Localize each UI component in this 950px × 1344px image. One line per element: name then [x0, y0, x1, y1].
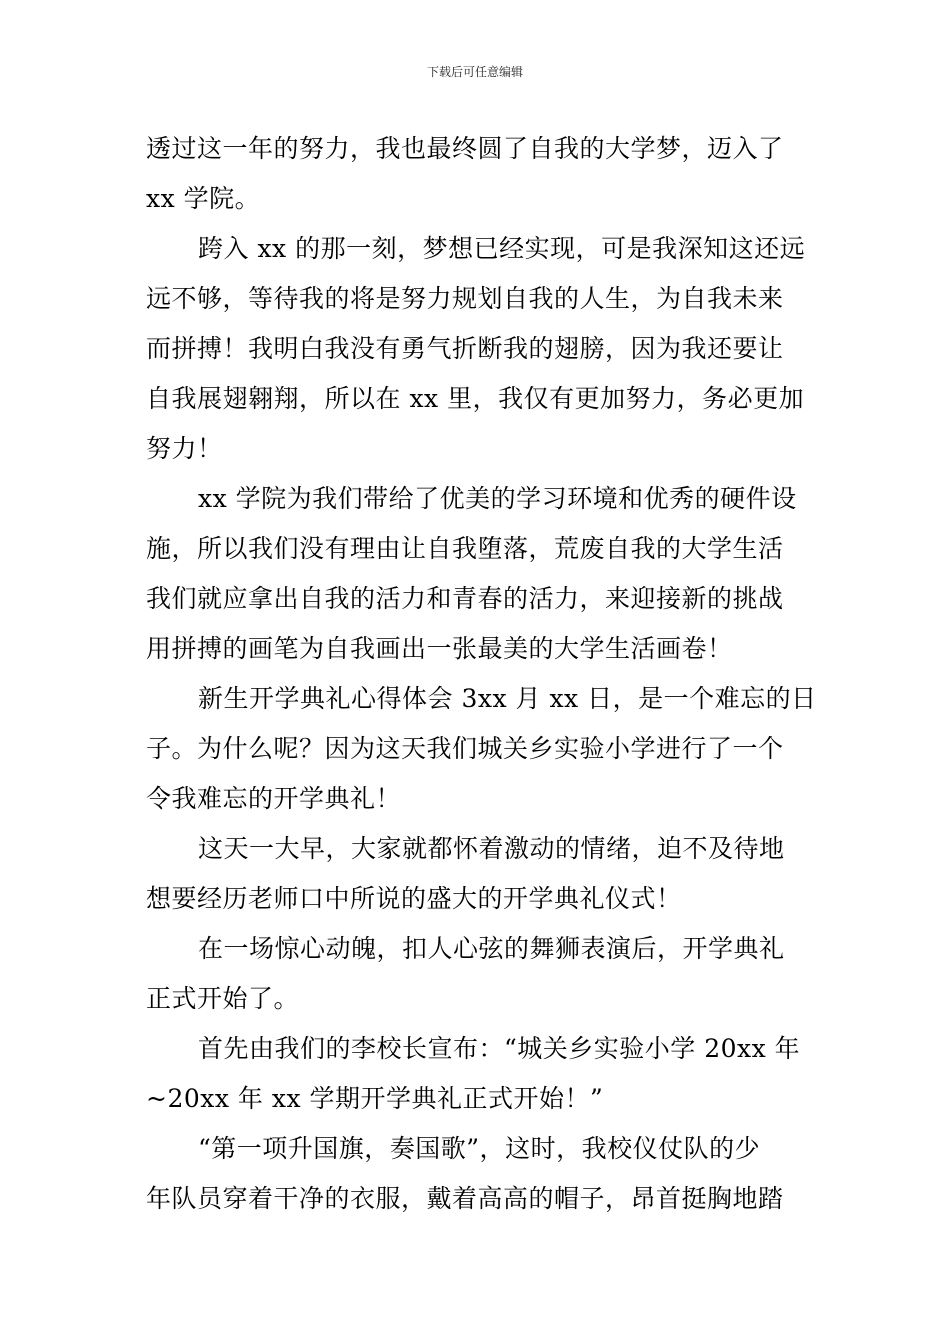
text-line: ~20xx 年 xx 学期开学典礼正式开始！”	[146, 1084, 604, 1113]
text-line: “第一项升国旗，奏国歌”，这时，我校仪仗队的少	[198, 1134, 761, 1163]
text-line: 子。为什么呢？因为这天我们城关乡实验小学进行了一个	[146, 734, 784, 763]
document-body	[146, 124, 817, 1224]
text-line: 而拼搏！我明白我没有勇气折断我的翅膀，因为我还要让	[146, 334, 784, 363]
text-line: 跨入 xx 的那一刻，梦想已经实现，可是我深知这还远	[198, 234, 806, 263]
text-line: 这天一大早，大家就都怀着激动的情绪，迫不及待地	[198, 834, 785, 863]
text-line: 令我难忘的开学典礼！	[146, 784, 402, 813]
text-line: 在一场惊心动魄，扣人心弦的舞狮表演后，开学典礼	[198, 934, 785, 963]
text-line: xx 学院为我们带给了优美的学习环境和优秀的硬件设	[198, 484, 797, 513]
text-line: 透过这一年的努力，我也最终圆了自我的大学梦，迈入了	[146, 134, 784, 163]
text-line: 施，所以我们没有理由让自我堕落，荒废自我的大学生活	[146, 534, 784, 563]
text-line: 自我展翅翱翔，所以在 xx 里，我仅有更加努力，务必更加	[146, 384, 805, 413]
text-line: 用拼搏的画笔为自我画出一张最美的大学生活画卷！	[146, 634, 733, 663]
text-line: 正式开始了。	[146, 984, 300, 1013]
text-line: 首先由我们的李校长宣布：“城关乡实验小学 20xx 年	[198, 1034, 801, 1063]
page-header: 下载后可任意编辑	[426, 65, 523, 79]
text-line: 想要经历老师口中所说的盛大的开学典礼仪式！	[146, 884, 682, 913]
text-line: 努力！	[146, 434, 223, 463]
text-line: 新生开学典礼心得体会 3xx 月 xx 日，是一个难忘的日	[198, 684, 817, 713]
text-line: 我们就应拿出自我的活力和青春的活力，来迎接新的挑战	[146, 584, 784, 613]
text-line: xx 学院。	[146, 184, 261, 213]
text-line: 年队员穿着干净的衣服，戴着高高的帽子，昂首挺胸地踏	[146, 1184, 784, 1213]
text-line: 远不够，等待我的将是努力规划自我的人生，为自我未来	[146, 284, 784, 313]
